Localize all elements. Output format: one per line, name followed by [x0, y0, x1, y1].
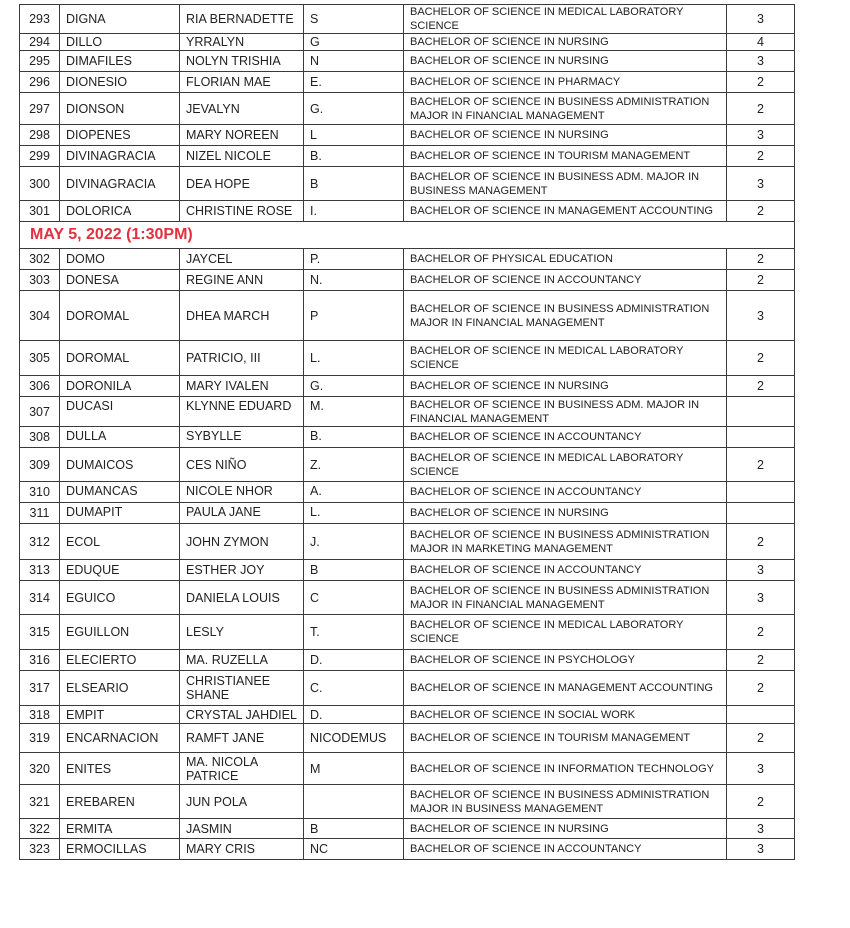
table-row: [20, 671, 795, 706]
first-name: DEA HOPE: [180, 167, 304, 201]
first-name: PATRICIO, III: [180, 341, 304, 376]
last-name: DUMANCAS: [60, 482, 180, 503]
table-row: [20, 427, 795, 448]
table-row: [20, 785, 795, 819]
table-row: [20, 650, 795, 671]
student-table-body: [20, 5, 795, 860]
last-name: EMPIT: [60, 706, 180, 724]
middle-name: NICODEMUS: [304, 724, 404, 753]
middle-name: G.: [304, 376, 404, 397]
middle-name: G.: [304, 93, 404, 125]
program-name: BACHELOR OF SCIENCE IN ACCOUNTANCY: [404, 427, 727, 448]
year-level: 2: [727, 146, 795, 167]
program-name: BACHELOR OF SCIENCE IN BUSINESS ADMINISTRATION MAJOR IN MARKETING MANAGEMENT: [404, 524, 727, 560]
year-level: 2: [727, 671, 795, 706]
first-name: RIA BERNADETTE: [180, 5, 304, 34]
middle-name: B.: [304, 427, 404, 448]
table-row: [20, 397, 795, 427]
row-number: 315: [20, 615, 60, 650]
year-level: [727, 503, 795, 524]
middle-name: P: [304, 291, 404, 341]
year-level: 2: [727, 724, 795, 753]
table-row: [20, 706, 795, 724]
program-name: BACHELOR OF SCIENCE IN INFORMATION TECHNOLOGY: [404, 753, 727, 785]
year-level: 2: [727, 249, 795, 270]
middle-name: G: [304, 34, 404, 51]
year-level: 3: [727, 581, 795, 615]
table-row: [20, 34, 795, 51]
first-name: NIZEL NICOLE: [180, 146, 304, 167]
first-name: MARY NOREEN: [180, 125, 304, 146]
last-name: ENCARNACION: [60, 724, 180, 753]
table-row: [20, 819, 795, 839]
year-level: 3: [727, 5, 795, 34]
middle-name: NC: [304, 839, 404, 860]
first-name: JOHN ZYMON: [180, 524, 304, 560]
row-number: 296: [20, 72, 60, 93]
year-level: [727, 482, 795, 503]
last-name: DUMAICOS: [60, 448, 180, 482]
program-name: BACHELOR OF SCIENCE IN ACCOUNTANCY: [404, 270, 727, 291]
row-number: 301: [20, 201, 60, 222]
first-name: NICOLE NHOR: [180, 482, 304, 503]
year-level: 3: [727, 560, 795, 581]
year-level: 2: [727, 341, 795, 376]
table-row: [20, 167, 795, 201]
row-number: 316: [20, 650, 60, 671]
last-name: EREBAREN: [60, 785, 180, 819]
last-name: DONESA: [60, 270, 180, 291]
program-name: BACHELOR OF SCIENCE IN BUSINESS ADM. MAJOR IN BUSINESS MANAGEMENT: [404, 167, 727, 201]
row-number: 295: [20, 51, 60, 72]
program-name: BACHELOR OF SCIENCE IN MEDICAL LABORATORY SCIENCE: [404, 448, 727, 482]
program-name: BACHELOR OF SCIENCE IN ACCOUNTANCY: [404, 560, 727, 581]
program-name: BACHELOR OF SCIENCE IN BUSINESS ADM. MAJOR IN FINANCIAL MANAGEMENT: [404, 397, 727, 427]
row-number: 297: [20, 93, 60, 125]
last-name: DIONSON: [60, 93, 180, 125]
program-name: BACHELOR OF SCIENCE IN BUSINESS ADMINISTRATION MAJOR IN BUSINESS MANAGEMENT: [404, 785, 727, 819]
program-name: BACHELOR OF SCIENCE IN SOCIAL WORK: [404, 706, 727, 724]
row-number: 302: [20, 249, 60, 270]
year-level: 2: [727, 93, 795, 125]
last-name: ENITES: [60, 753, 180, 785]
middle-name: P.: [304, 249, 404, 270]
table-row: [20, 482, 795, 503]
program-name: BACHELOR OF SCIENCE IN ACCOUNTANCY: [404, 482, 727, 503]
row-number: 305: [20, 341, 60, 376]
last-name: DOROMAL: [60, 291, 180, 341]
middle-name: C: [304, 581, 404, 615]
first-name: DANIELA LOUIS: [180, 581, 304, 615]
student-list-sheet: [19, 4, 794, 860]
program-name: BACHELOR OF PHYSICAL EDUCATION: [404, 249, 727, 270]
year-level: 2: [727, 785, 795, 819]
year-level: 3: [727, 819, 795, 839]
middle-name: M.: [304, 397, 404, 427]
last-name: DIMAFILES: [60, 51, 180, 72]
year-level: 2: [727, 270, 795, 291]
row-number: 306: [20, 376, 60, 397]
row-number: 323: [20, 839, 60, 860]
student-table: [19, 4, 795, 860]
first-name: MARY IVALEN: [180, 376, 304, 397]
last-name: DORONILA: [60, 376, 180, 397]
middle-name: B: [304, 560, 404, 581]
first-name: SYBYLLE: [180, 427, 304, 448]
year-level: [727, 397, 795, 427]
row-number: 304: [20, 291, 60, 341]
table-row: [20, 503, 795, 524]
last-name: DOROMAL: [60, 341, 180, 376]
middle-name: L.: [304, 341, 404, 376]
schedule-heading: MAY 5, 2022 (1:30PM): [20, 222, 795, 249]
middle-name: D.: [304, 706, 404, 724]
table-row: [20, 724, 795, 753]
first-name: MA. RUZELLA: [180, 650, 304, 671]
row-number: 317: [20, 671, 60, 706]
row-number: 307: [20, 397, 60, 427]
table-row: [20, 560, 795, 581]
row-number: 308: [20, 427, 60, 448]
first-name: PAULA JANE: [180, 503, 304, 524]
program-name: BACHELOR OF SCIENCE IN NURSING: [404, 51, 727, 72]
program-name: BACHELOR OF SCIENCE IN BUSINESS ADMINISTRATION MAJOR IN FINANCIAL MANAGEMENT: [404, 93, 727, 125]
program-name: BACHELOR OF SCIENCE IN ACCOUNTANCY: [404, 839, 727, 860]
year-level: 3: [727, 125, 795, 146]
first-name: CRYSTAL JAHDIEL: [180, 706, 304, 724]
year-level: 3: [727, 291, 795, 341]
table-row: [20, 615, 795, 650]
table-row: [20, 51, 795, 72]
middle-name: L: [304, 125, 404, 146]
middle-name: I.: [304, 201, 404, 222]
first-name: KLYNNE EDUARD: [180, 397, 304, 427]
program-name: BACHELOR OF SCIENCE IN MANAGEMENT ACCOUNTING: [404, 671, 727, 706]
last-name: DIVINAGRACIA: [60, 167, 180, 201]
middle-name: M: [304, 753, 404, 785]
last-name: DIVINAGRACIA: [60, 146, 180, 167]
last-name: ELECIERTO: [60, 650, 180, 671]
program-name: BACHELOR OF SCIENCE IN MEDICAL LABORATORY SCIENCE: [404, 5, 727, 34]
last-name: EDUQUE: [60, 560, 180, 581]
last-name: DOLORICA: [60, 201, 180, 222]
first-name: YRRALYN: [180, 34, 304, 51]
year-level: 2: [727, 650, 795, 671]
first-name: ESTHER JOY: [180, 560, 304, 581]
last-name: DUCASI: [60, 397, 180, 427]
first-name: CHRISTIANEE SHANE: [180, 671, 304, 706]
row-number: 320: [20, 753, 60, 785]
program-name: BACHELOR OF SCIENCE IN NURSING: [404, 125, 727, 146]
year-level: 2: [727, 524, 795, 560]
row-number: 298: [20, 125, 60, 146]
program-name: BACHELOR OF SCIENCE IN MEDICAL LABORATORY SCIENCE: [404, 341, 727, 376]
row-number: 300: [20, 167, 60, 201]
middle-name: D.: [304, 650, 404, 671]
row-number: 321: [20, 785, 60, 819]
row-number: 311: [20, 503, 60, 524]
row-number: 319: [20, 724, 60, 753]
first-name: LESLY: [180, 615, 304, 650]
last-name: ERMITA: [60, 819, 180, 839]
row-number: 293: [20, 5, 60, 34]
year-level: 2: [727, 72, 795, 93]
year-level: 3: [727, 167, 795, 201]
first-name: MA. NICOLA PATRICE: [180, 753, 304, 785]
last-name: DUMAPIT: [60, 503, 180, 524]
first-name: RAMFT JANE: [180, 724, 304, 753]
program-name: BACHELOR OF SCIENCE IN BUSINESS ADMINISTRATION MAJOR IN FINANCIAL MANAGEMENT: [404, 581, 727, 615]
table-row: [20, 341, 795, 376]
table-row: [20, 291, 795, 341]
program-name: BACHELOR OF SCIENCE IN NURSING: [404, 819, 727, 839]
program-name: BACHELOR OF SCIENCE IN PHARMACY: [404, 72, 727, 93]
middle-name: A.: [304, 482, 404, 503]
middle-name: L.: [304, 503, 404, 524]
row-number: 310: [20, 482, 60, 503]
middle-name: S: [304, 5, 404, 34]
year-level: 2: [727, 448, 795, 482]
last-name: EGUILLON: [60, 615, 180, 650]
program-name: BACHELOR OF SCIENCE IN BUSINESS ADMINISTRATION MAJOR IN FINANCIAL MANAGEMENT: [404, 291, 727, 341]
table-row: [20, 581, 795, 615]
middle-name: N: [304, 51, 404, 72]
first-name: CES NIÑO: [180, 448, 304, 482]
middle-name: B: [304, 819, 404, 839]
middle-name: C.: [304, 671, 404, 706]
last-name: DOMO: [60, 249, 180, 270]
year-level: [727, 706, 795, 724]
row-number: 314: [20, 581, 60, 615]
middle-name: E.: [304, 72, 404, 93]
first-name: REGINE ANN: [180, 270, 304, 291]
last-name: DIGNA: [60, 5, 180, 34]
table-row: [20, 448, 795, 482]
program-name: BACHELOR OF SCIENCE IN TOURISM MANAGEMENT: [404, 724, 727, 753]
middle-name: [304, 785, 404, 819]
row-number: 299: [20, 146, 60, 167]
program-name: BACHELOR OF SCIENCE IN TOURISM MANAGEMENT: [404, 146, 727, 167]
middle-name: T.: [304, 615, 404, 650]
table-row: [20, 146, 795, 167]
last-name: DULLA: [60, 427, 180, 448]
first-name: MARY CRIS: [180, 839, 304, 860]
table-row: [20, 72, 795, 93]
last-name: DILLO: [60, 34, 180, 51]
year-level: 3: [727, 839, 795, 860]
table-row: [20, 376, 795, 397]
row-number: 309: [20, 448, 60, 482]
year-level: [727, 427, 795, 448]
table-row: [20, 249, 795, 270]
program-name: BACHELOR OF SCIENCE IN NURSING: [404, 503, 727, 524]
middle-name: J.: [304, 524, 404, 560]
program-name: BACHELOR OF SCIENCE IN NURSING: [404, 376, 727, 397]
table-row: [20, 270, 795, 291]
program-name: BACHELOR OF SCIENCE IN NURSING: [404, 34, 727, 51]
first-name: FLORIAN MAE: [180, 72, 304, 93]
table-row: [20, 93, 795, 125]
middle-name: N.: [304, 270, 404, 291]
last-name: ELSEARIO: [60, 671, 180, 706]
middle-name: B: [304, 167, 404, 201]
last-name: DIONESIO: [60, 72, 180, 93]
year-level: 2: [727, 376, 795, 397]
row-number: 318: [20, 706, 60, 724]
middle-name: B.: [304, 146, 404, 167]
table-row: [20, 125, 795, 146]
first-name: JAYCEL: [180, 249, 304, 270]
first-name: JEVALYN: [180, 93, 304, 125]
program-name: BACHELOR OF SCIENCE IN PSYCHOLOGY: [404, 650, 727, 671]
table-row: [20, 753, 795, 785]
table-row: [20, 839, 795, 860]
row-number: 303: [20, 270, 60, 291]
first-name: CHRISTINE ROSE: [180, 201, 304, 222]
row-number: 313: [20, 560, 60, 581]
last-name: EGUICO: [60, 581, 180, 615]
first-name: DHEA MARCH: [180, 291, 304, 341]
year-level: 4: [727, 34, 795, 51]
year-level: 2: [727, 201, 795, 222]
last-name: ERMOCILLAS: [60, 839, 180, 860]
table-row: [20, 201, 795, 222]
year-level: 2: [727, 615, 795, 650]
table-row: [20, 524, 795, 560]
last-name: DIOPENES: [60, 125, 180, 146]
first-name: NOLYN TRISHIA: [180, 51, 304, 72]
table-row: [20, 5, 795, 34]
year-level: 3: [727, 51, 795, 72]
row-number: 294: [20, 34, 60, 51]
row-number: 312: [20, 524, 60, 560]
first-name: JASMIN: [180, 819, 304, 839]
last-name: ECOL: [60, 524, 180, 560]
row-number: 322: [20, 819, 60, 839]
schedule-heading-row: [20, 222, 795, 249]
program-name: BACHELOR OF SCIENCE IN MANAGEMENT ACCOUNTING: [404, 201, 727, 222]
middle-name: Z.: [304, 448, 404, 482]
year-level: 3: [727, 753, 795, 785]
first-name: JUN POLA: [180, 785, 304, 819]
program-name: BACHELOR OF SCIENCE IN MEDICAL LABORATORY SCIENCE: [404, 615, 727, 650]
